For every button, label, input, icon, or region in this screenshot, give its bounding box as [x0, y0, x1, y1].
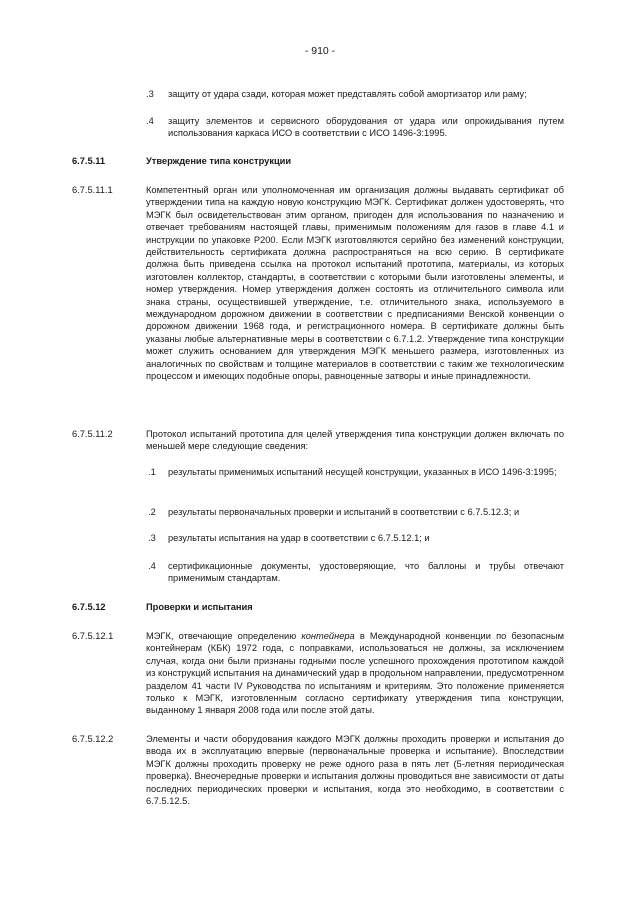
paragraph-text: Элементы и части оборудования каждого МЭГК должны проходить проверки и испытания до ввода их в эксплуатацию впервые (первоначальные проверка и испытание). Впоследствии МЭГК должны проходить проверку не реже одного раза в пять лет (5-летняя периодическая проверка). Внеочередные проверки и испытания должны проводиться вне зависимости от даты последних периодических проверки и испытания, когда это необходимо, в соответствии с 6.7.5.12.5. — [146, 734, 564, 807]
list-item-number: .1 — [148, 467, 156, 477]
list-item-text: защиту элементов и сервисного оборудования от удара или опрокидывания путем использования каркаса ИСО в соответствии с ИСО 1496-3:1995. — [168, 116, 564, 139]
page-number: - 910 - — [304, 45, 336, 57]
list-item-text: результаты применимых испытаний несущей конструкции, указанных в ИСО 1496-3:1995; — [168, 467, 557, 477]
list-item-number: .4 — [148, 561, 156, 571]
paragraph-text-start: МЭГК, отвечающие определению — [146, 631, 302, 641]
list-item-text: результаты испытания на удар в соответствии с 6.7.5.12.1; и — [168, 533, 430, 543]
section-number: 6.7.5.11 — [72, 156, 106, 166]
list-item-text: защиту от удара сзади, которая может представлять собой амортизатор или раму; — [168, 89, 527, 99]
section-title: Проверки и испытания — [146, 602, 253, 612]
paragraph-number: 6.7.5.11.1 — [72, 185, 113, 195]
paragraph-text: Протокол испытаний прототипа для целей утверждения типа конструкции должен включать по меньшей мере следующие сведения: — [146, 429, 564, 452]
paragraph-number: 6.7.5.11.2 — [72, 429, 113, 439]
paragraph-number: 6.7.5.12.2 — [72, 734, 114, 744]
list-item-number: .3 — [148, 533, 156, 543]
list-item-number: .3 — [146, 89, 154, 99]
paragraph-text-rest: в Международной конвенции по безопасным контейнерам (КБК) 1972 года, с поправками, использоваться не должны, за исключением случая, когда они были признаны годными после успешного прохождения прототипом каждой из конструкций испытания на динамический удар в продольном направлении, предусмотренном разделом 41 части IV Руководства по испытаниям и критериям. Это положение применяется только к МЭГК, изготовленным согласно сертификату утверждения типа конструкции, выданному 1 января 2008 года или после этой даты. — [146, 631, 565, 716]
section-title: Утверждение типа конструкции — [146, 156, 292, 166]
emphasized-term: контейнера — [301, 631, 355, 641]
list-item-number: .4 — [146, 116, 154, 126]
list-item-text: результаты первоначальных проверки и испытаний в соответствии с 6.7.5.12.3; и — [168, 507, 520, 517]
paragraph-text — [146, 630, 564, 717]
paragraph-text: Компетентный орган или уполномоченная им организация должны выдавать сертификат об утверждении типа на каждую новую конструкцию МЭГК. Сертификат должен удостоверять, что МЭГК был освидетельствован этим органом, пригоден для использования по назначению и отвечает требованиям настоящей главы, применимым положениям для газов в главе 4.1 и инструкции по упаковке Р200. Если МЭГК изготовляются серийно без изменений конструкции, действительность сертификата должна распространяться на всю серию. В сертификате должна быть приведена ссылка на протокол испытаний прототипа, материалы, из которых изготовлен коллектор, стандарты, в соответствии с которыми были изготовлены элементы, и номер утверждения. Номер утверждения должен состоять из отличительного символа или знака страны, осуществившей утверждение, т.е. отличительного знака, используемого в международном дорожном движении в соответствии с предписаниями Венской конвенции о дорожном движении 1968 года, и регистрационного номера. В сертификате должны быть указаны любые альтернативные меры в соответствии с 6.7.1.2. Утверждение типа конструкции может служить основанием для утверждения МЭГК меньшего размера, изготовленных из аналогичных по свойствам и толщине материалов в соответствии с таким же технологическим процессом и имеющих подобные опоры, равноценные затворы и иные принадлежности. — [146, 185, 564, 382]
paragraph-number: 6.7.5.12.1 — [72, 631, 114, 641]
section-number: 6.7.5.12 — [72, 602, 106, 612]
list-item-text: сертификационные документы, удостоверяющие, что баллоны и трубы отвечают применимым стандартам. — [168, 561, 564, 584]
list-item-number: .2 — [148, 507, 156, 517]
